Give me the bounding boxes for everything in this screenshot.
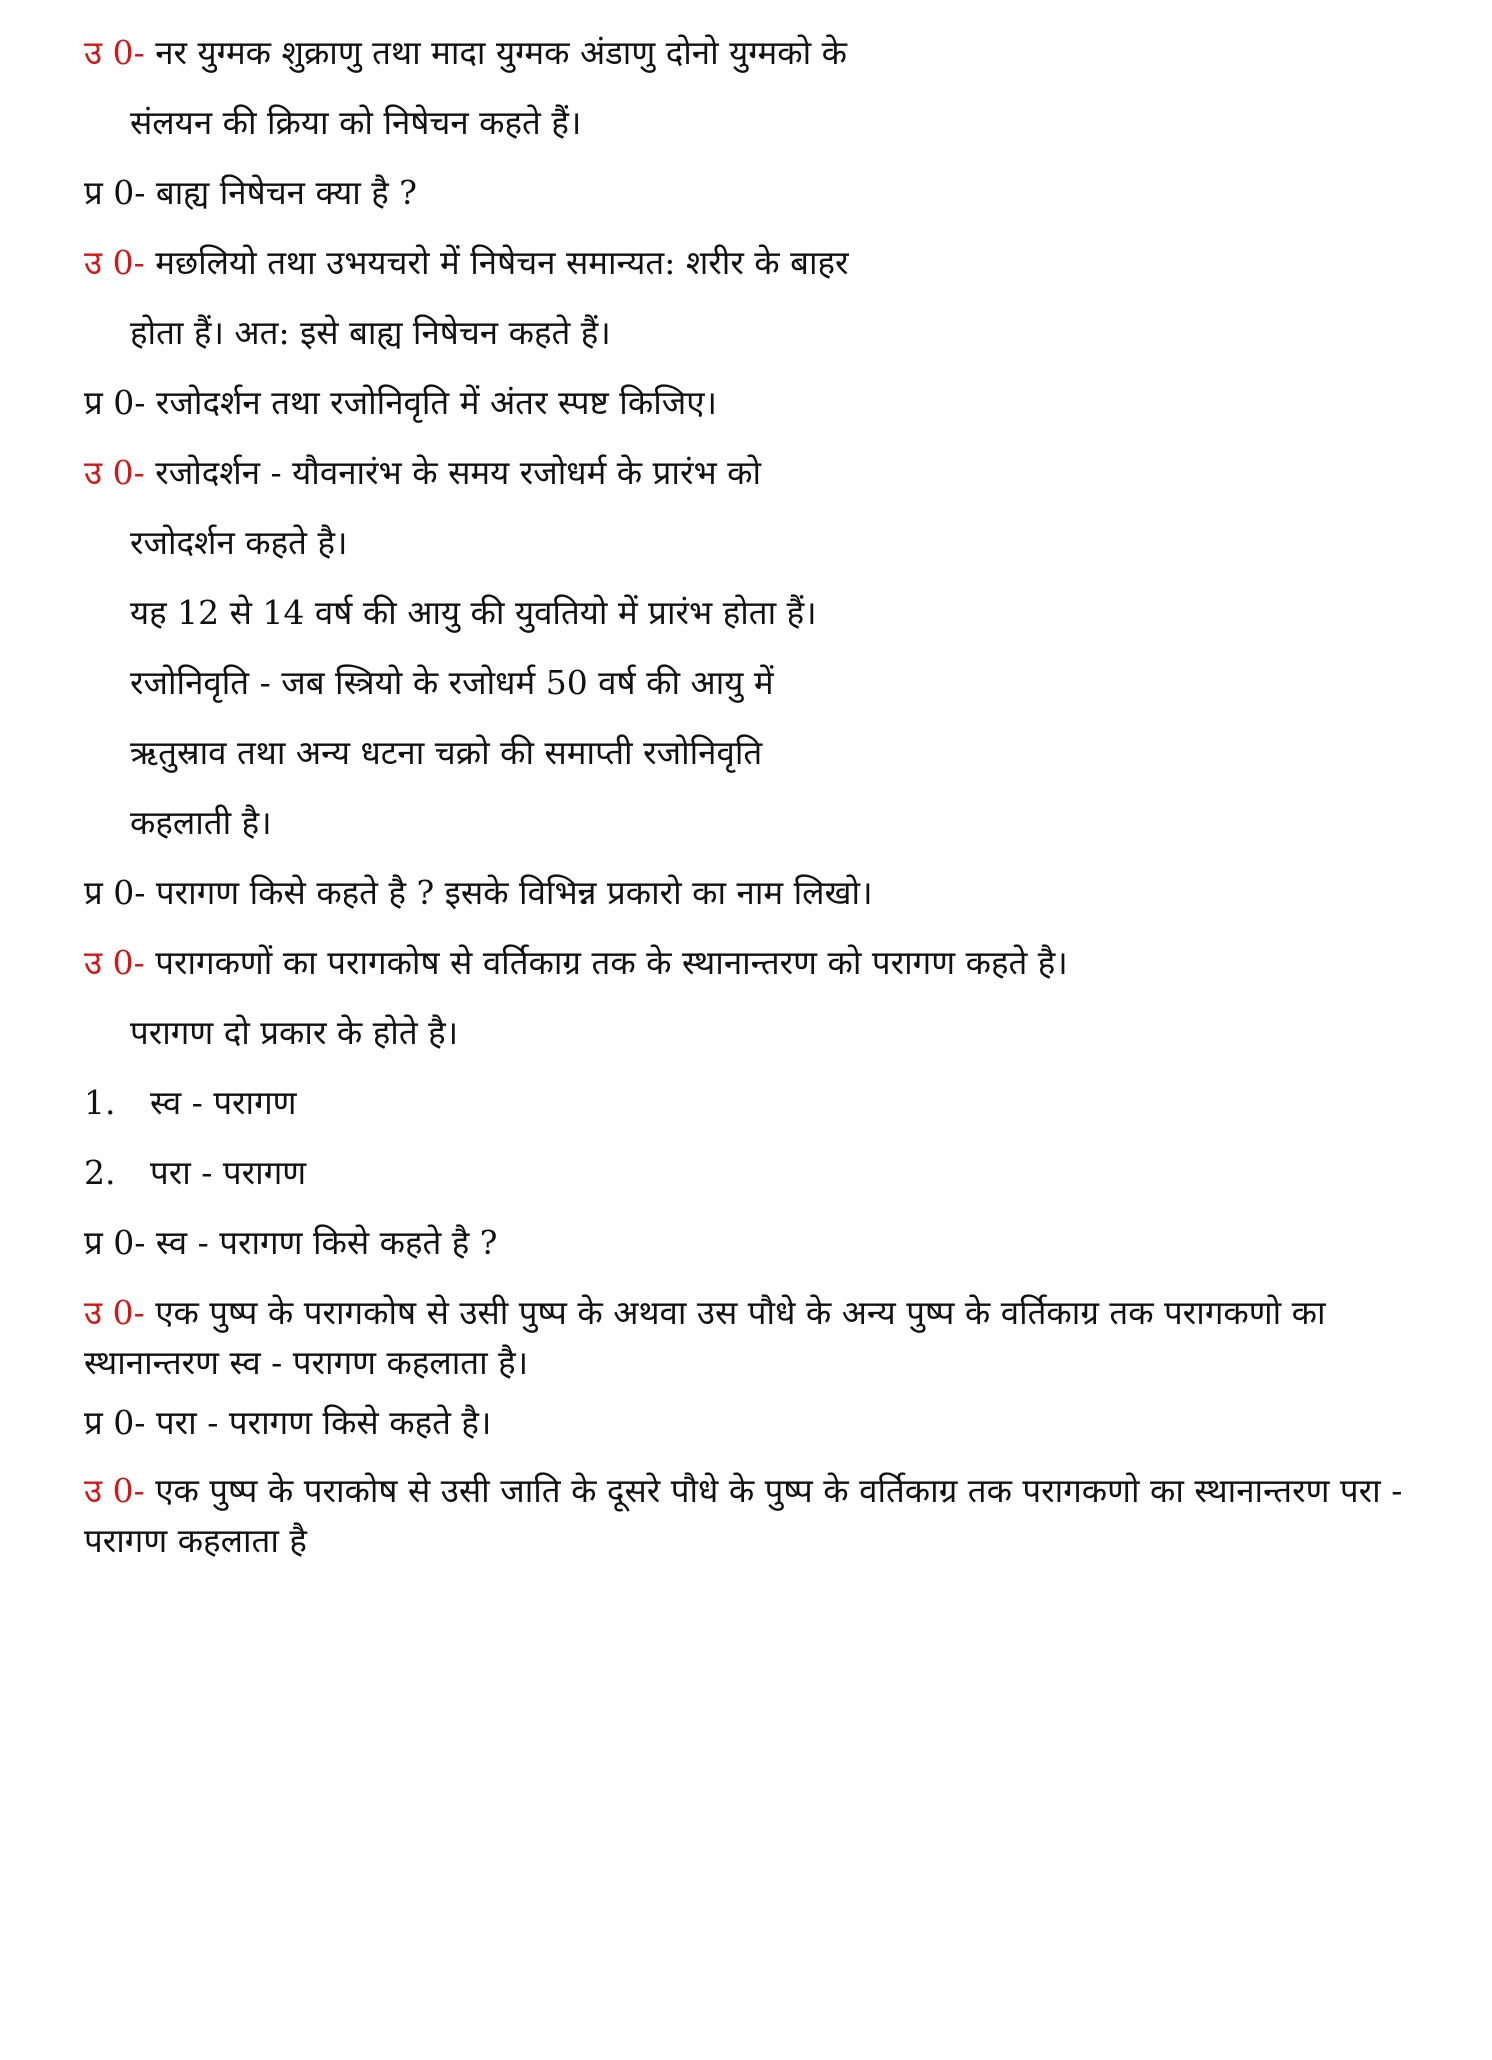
question-line xyxy=(84,172,417,214)
line-text: कहलाती है। xyxy=(130,803,272,842)
question-prefix: प्र 0- xyxy=(84,1223,146,1262)
line-text: स्व - परागण xyxy=(150,1083,297,1122)
line-text: परागण किसे कहते है ? इसके विभिन्न प्रकारो का नाम लिखो। xyxy=(145,873,873,912)
line-text: ऋतुस्राव तथा अन्य धटना चक्रो की समाप्ती रजोनिवृति xyxy=(130,733,763,772)
line-text: होता हैं। अत: इसे बाह्य निषेचन कहते हैं। xyxy=(130,313,611,352)
continuation-line xyxy=(130,312,611,354)
numbered-item xyxy=(84,1152,306,1194)
line-text: एक पुष्प के परागकोष से उसी पुष्प के अथवा उस पौधे के अन्य पुष्प के वर्तिकाग्र तक परागकणो का स्थानान्तरण स्व - परागण कहलाता है। xyxy=(84,1293,1326,1382)
answer-prefix: उ 0- xyxy=(84,1293,145,1332)
answer-paragraph xyxy=(84,1288,1464,1388)
line-text: परागण दो प्रकार के होते है। xyxy=(130,1013,459,1052)
continuation-line xyxy=(130,732,762,774)
continuation-line xyxy=(130,592,817,634)
continuation-line xyxy=(130,802,272,844)
answer-prefix: उ 0- xyxy=(84,33,145,72)
answer-prefix: उ 0- xyxy=(84,943,145,982)
continuation-line xyxy=(130,522,348,564)
line-text: एक पुष्प के पराकोष से उसी जाति के दूसरे पौधे के पुष्प के वर्तिकाग्र तक परागकणो का स्थानान्तरण परा - परागण कहलाता है xyxy=(84,1471,1403,1560)
question-prefix: प्र 0- xyxy=(84,173,146,212)
line-text: रजोदर्शन - यौवनारंभ के समय रजोधर्म के प्रारंभ को xyxy=(144,453,762,492)
line-text: संलयन की क्रिया को निषेचन कहते हैं। xyxy=(130,103,582,142)
answer-line xyxy=(84,942,1068,984)
continuation-line xyxy=(130,1012,458,1054)
line-text: स्व - परागण किसे कहते है ? xyxy=(145,1223,498,1262)
question-line xyxy=(84,1222,498,1264)
answer-paragraph xyxy=(84,1466,1464,1566)
question-prefix: प्र 0- xyxy=(84,873,146,912)
question-line xyxy=(84,872,873,914)
answer-prefix: उ 0- xyxy=(84,453,145,492)
question-line xyxy=(84,1402,491,1444)
line-text: मछलियो तथा उभयचरो में निषेचन समान्यत: शरीर के बाहर xyxy=(144,243,849,282)
answer-line xyxy=(84,32,847,74)
answer-prefix: उ 0- xyxy=(84,243,145,282)
line-text: परा - परागण किसे कहते है। xyxy=(145,1403,492,1442)
numbered-item xyxy=(84,1082,297,1124)
answer-line xyxy=(84,242,849,284)
line-text: रजोनिवृति - जब स्त्रियो के रजोधर्म 50 वर्ष की आयु में xyxy=(130,663,774,702)
question-prefix: प्र 0- xyxy=(84,383,146,422)
line-text: बाह्य निषेचन क्या है ? xyxy=(145,173,417,212)
question-line xyxy=(84,382,717,424)
continuation-line xyxy=(130,662,774,704)
question-prefix: प्र 0- xyxy=(84,1403,146,1442)
item-number: 2. xyxy=(84,1153,116,1192)
line-text: रजोदर्शन कहते है। xyxy=(130,523,348,562)
line-text: नर युग्मक शुक्राणु तथा मादा युग्मक अंडाणु दोनो युग्मको के xyxy=(144,33,847,72)
answer-line xyxy=(84,452,761,494)
line-text: यह 12 से 14 वर्ष की आयु की युवतियो में प्रारंभ होता हैं। xyxy=(130,593,817,632)
line-text: परागकणों का परागकोष से वर्तिकाग्र तक के स्थानान्तरण को परागण कहते है। xyxy=(144,943,1068,982)
line-text: परा - परागण xyxy=(150,1153,307,1192)
line-text: रजोदर्शन तथा रजोनिवृति में अंतर स्पष्ट किजिए। xyxy=(145,383,717,422)
item-number: 1. xyxy=(84,1083,116,1122)
continuation-line xyxy=(130,102,581,144)
answer-prefix: उ 0- xyxy=(84,1471,145,1510)
